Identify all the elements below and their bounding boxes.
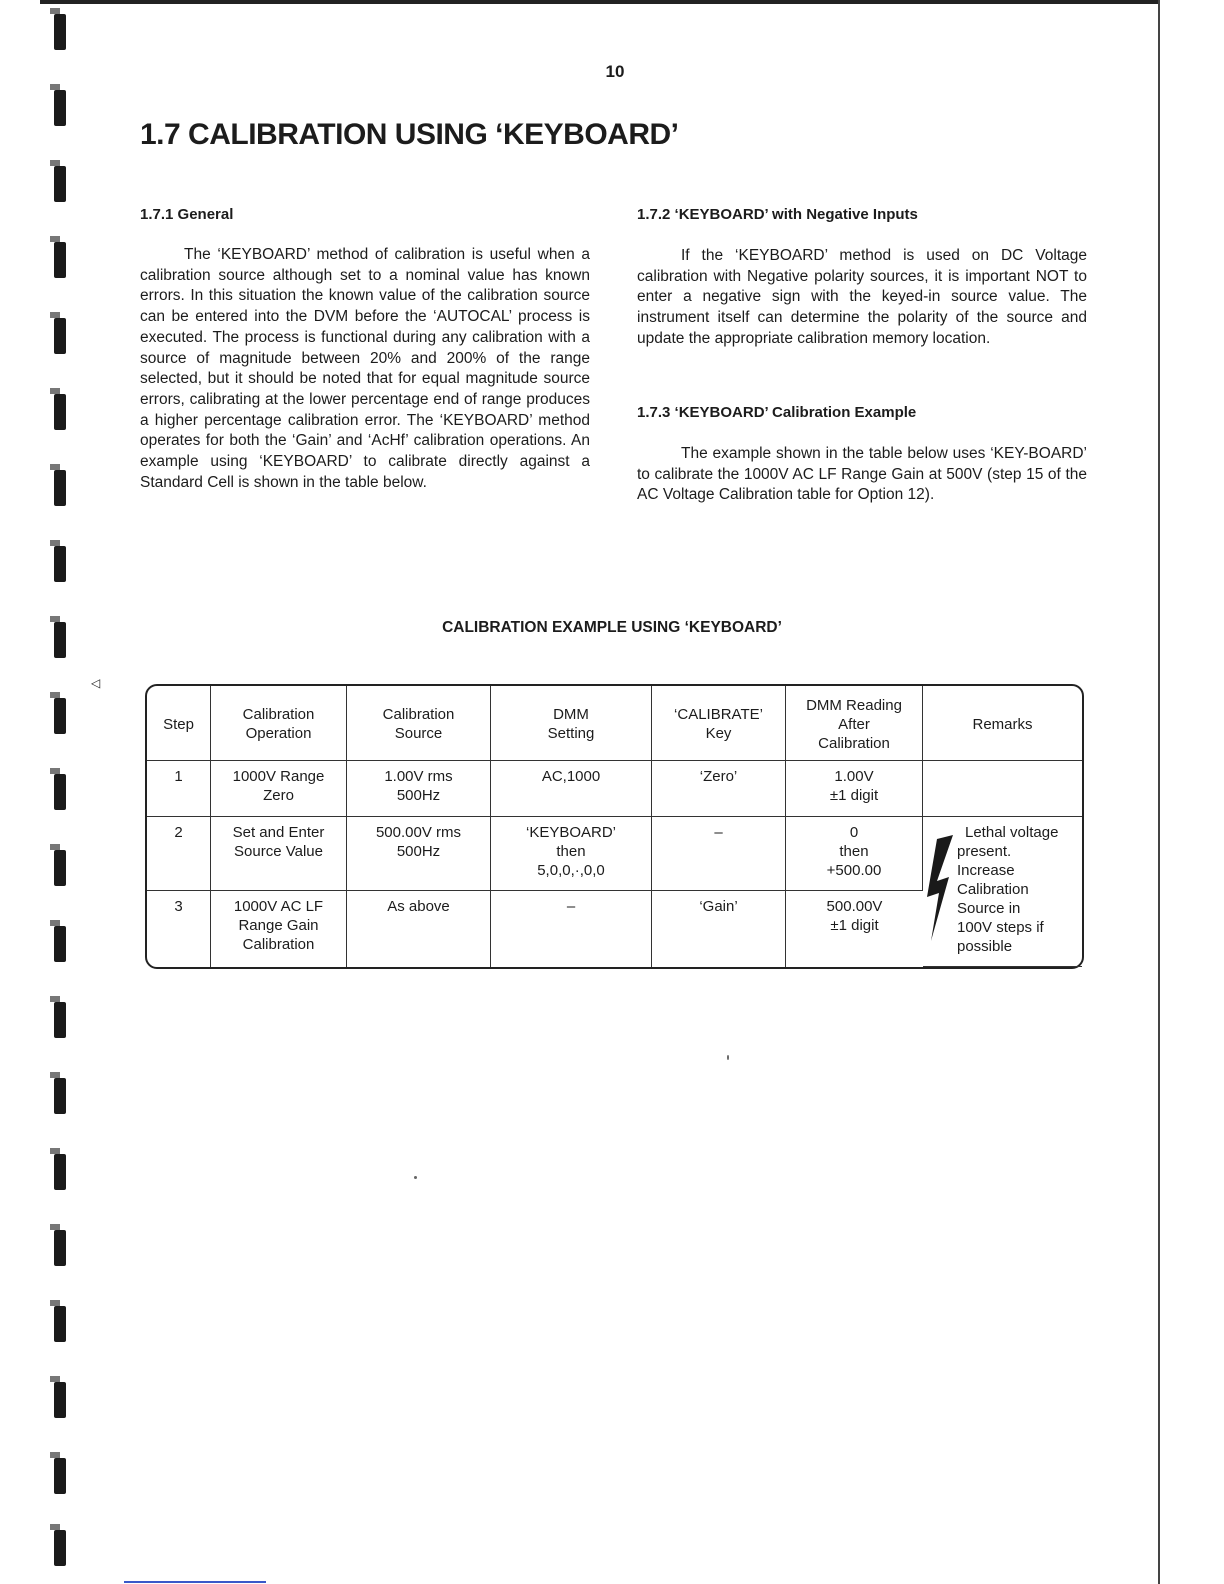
cell-line: 1000V Range [232, 768, 325, 785]
header-line: Step [163, 715, 194, 733]
cell-key: ‘Gain’ [652, 891, 786, 967]
binding-ring [54, 1078, 66, 1114]
cell-source [347, 891, 491, 967]
paragraph: The ‘KEYBOARD’ method of calibration is useful when a calibration source although set to a nominal value has known errors. In this situation the known value of the calibration source can be entered into the DVM before the ‘AUTOCAL’ process is executed. The process is functional during any calibration with a source of magnitude between 20% and 200% of the range selected, but it should be noted that for equal magnitude source errors, calibrating at the lower percentage end of range produces a higher percentage calibration error. The ‘KEYBOARD’ method operates for both the ‘Gain’ and ‘AcHf’ calibration operations. An example using ‘KEYBOARD’ to calibrate directly against a Standard Cell is shown in the table below. [140, 246, 590, 491]
remarks-line: Calibration [957, 881, 1029, 898]
section-heading-negative-inputs: 1.7.2 ‘KEYBOARD’ with Negative Inputs [637, 206, 918, 223]
table-title: CALIBRATION EXAMPLE USING ‘KEYBOARD’ [442, 619, 782, 636]
binding-ring [54, 318, 66, 354]
cell-step: 2 [147, 817, 211, 891]
binding-ring [54, 14, 66, 50]
cell-source [347, 817, 491, 891]
table-row [147, 817, 1082, 891]
page-title: 1.7 CALIBRATION USING ‘KEYBOARD’ [140, 118, 679, 151]
remarks-line: Increase [957, 862, 1015, 879]
binding-ring [54, 166, 66, 202]
section-general-body [140, 245, 590, 493]
binding-ring [54, 470, 66, 506]
cell-line: – [566, 898, 576, 915]
header-line: Operation [245, 725, 312, 742]
header-line: Key [705, 725, 732, 742]
section-heading-general: 1.7.1 General [140, 206, 234, 223]
remarks-line: possible [957, 938, 1013, 955]
cell-remarks [923, 817, 1082, 967]
spiral-binding [54, 0, 74, 1584]
cell-reading [786, 761, 923, 817]
binding-ring [54, 698, 66, 734]
cell-line: 0 [849, 824, 859, 841]
remarks-line: 100V steps if [957, 919, 1044, 936]
header-line: Source [394, 725, 443, 742]
section-heading-example: 1.7.3 ‘KEYBOARD’ Calibration Example [637, 404, 917, 421]
cell-source [347, 761, 491, 817]
header-step [147, 686, 211, 761]
footer-edge-line [124, 1581, 266, 1583]
cell-line: 500.00V rms [375, 824, 462, 841]
lightning-bolt-icon [927, 835, 959, 943]
binding-ring [54, 90, 66, 126]
binding-ring [54, 1306, 66, 1342]
cell-line: then [556, 843, 586, 860]
header-dmm-reading [786, 686, 923, 761]
cell-line: Calibration [242, 936, 315, 953]
scan-speck [727, 1055, 729, 1060]
header-calibration-operation [211, 686, 347, 761]
cell-line: 1.00V rms [384, 768, 453, 785]
binding-ring [54, 1154, 66, 1190]
remarks-line: Source in [957, 900, 1021, 917]
cell-step: 1 [147, 761, 211, 817]
remarks-line: present. [957, 843, 1012, 860]
cell-remarks-empty [923, 761, 1082, 817]
cell-step: 3 [147, 891, 211, 967]
margin-mark: ◁ [91, 676, 101, 690]
cell-reading [786, 891, 923, 967]
table-header-row [147, 686, 1082, 761]
section-example-body [637, 444, 1087, 506]
binding-ring [54, 242, 66, 278]
binding-ring [54, 926, 66, 962]
binding-ring [54, 1230, 66, 1266]
cell-line: As above [387, 898, 450, 915]
header-line: Calibration [818, 734, 890, 752]
cell-setting [491, 891, 652, 967]
cell-line: 1000V AC LF [233, 898, 324, 915]
binding-ring [54, 1530, 66, 1566]
binding-ring [54, 622, 66, 658]
cell-line: Zero [263, 787, 294, 804]
header-line: Calibration [242, 706, 315, 723]
table-row [147, 761, 1082, 817]
binding-ring [54, 546, 66, 582]
header-line: ‘CALIBRATE’ [674, 706, 763, 723]
cell-line: +500.00 [826, 862, 882, 879]
cell-operation [211, 817, 347, 891]
paragraph: If the ‘KEYBOARD’ method is used on DC Voltage calibration with Negative polarity sources, it is important NOT to enter a negative sign with the keyed-in source value. The instrument itself can determine the polarity of the source and update the appropriate calibration memory location. [637, 247, 1087, 347]
header-remarks [923, 686, 1082, 761]
cell-operation [211, 761, 347, 817]
cell-line: 500Hz [396, 787, 441, 804]
cell-setting [491, 817, 652, 891]
page-top-edge [40, 0, 1160, 4]
cell-operation [211, 891, 347, 967]
header-calibrate-key [652, 686, 786, 761]
cell-line: 5,0,0,·,0,0 [537, 862, 605, 879]
header-line: DMM [553, 706, 589, 723]
binding-ring [54, 1458, 66, 1494]
cell-reading [786, 817, 923, 891]
header-dmm-setting [491, 686, 652, 761]
page-number: 10 [605, 62, 625, 81]
cell-line: 500Hz [396, 843, 441, 860]
cell-line: ‘KEYBOARD’ [525, 824, 617, 841]
header-line: After [838, 715, 870, 733]
binding-ring [54, 850, 66, 886]
cell-line: Range Gain [238, 917, 319, 934]
cell-key: – [652, 817, 786, 891]
section-negative-inputs-body [637, 246, 1087, 350]
calibration-example-table [145, 684, 1084, 969]
header-line: DMM Reading [806, 696, 902, 714]
binding-ring [54, 1382, 66, 1418]
cell-line: AC,1000 [541, 768, 601, 785]
cell-line: 1.00V [834, 768, 874, 785]
cell-line: then [839, 843, 869, 860]
remarks-line: Lethal voltage [965, 824, 1059, 841]
header-calibration-source [347, 686, 491, 761]
cell-line: Set and Enter [232, 824, 325, 841]
paragraph: The example shown in the table below uses ‘KEY-BOARD’ to calibrate the 1000V AC LF Range Gain at 500V (step 15 of the AC Voltage Calibration table for Option 12). [637, 445, 1087, 504]
binding-ring [54, 394, 66, 430]
cell-line: ±1 digit [829, 787, 879, 804]
cell-setting [491, 761, 652, 817]
cell-line: 500.00V [826, 898, 883, 915]
binding-ring [54, 774, 66, 810]
page-right-edge [1158, 0, 1160, 1584]
header-line: Setting [547, 725, 595, 742]
header-line: Calibration [382, 706, 455, 723]
header-line: Remarks [972, 715, 1033, 733]
cell-key: ‘Zero’ [652, 761, 786, 817]
cell-line: ±1 digit [830, 917, 879, 934]
cell-line: Source Value [234, 843, 323, 860]
scan-speck [414, 1176, 417, 1179]
binding-ring [54, 1002, 66, 1038]
